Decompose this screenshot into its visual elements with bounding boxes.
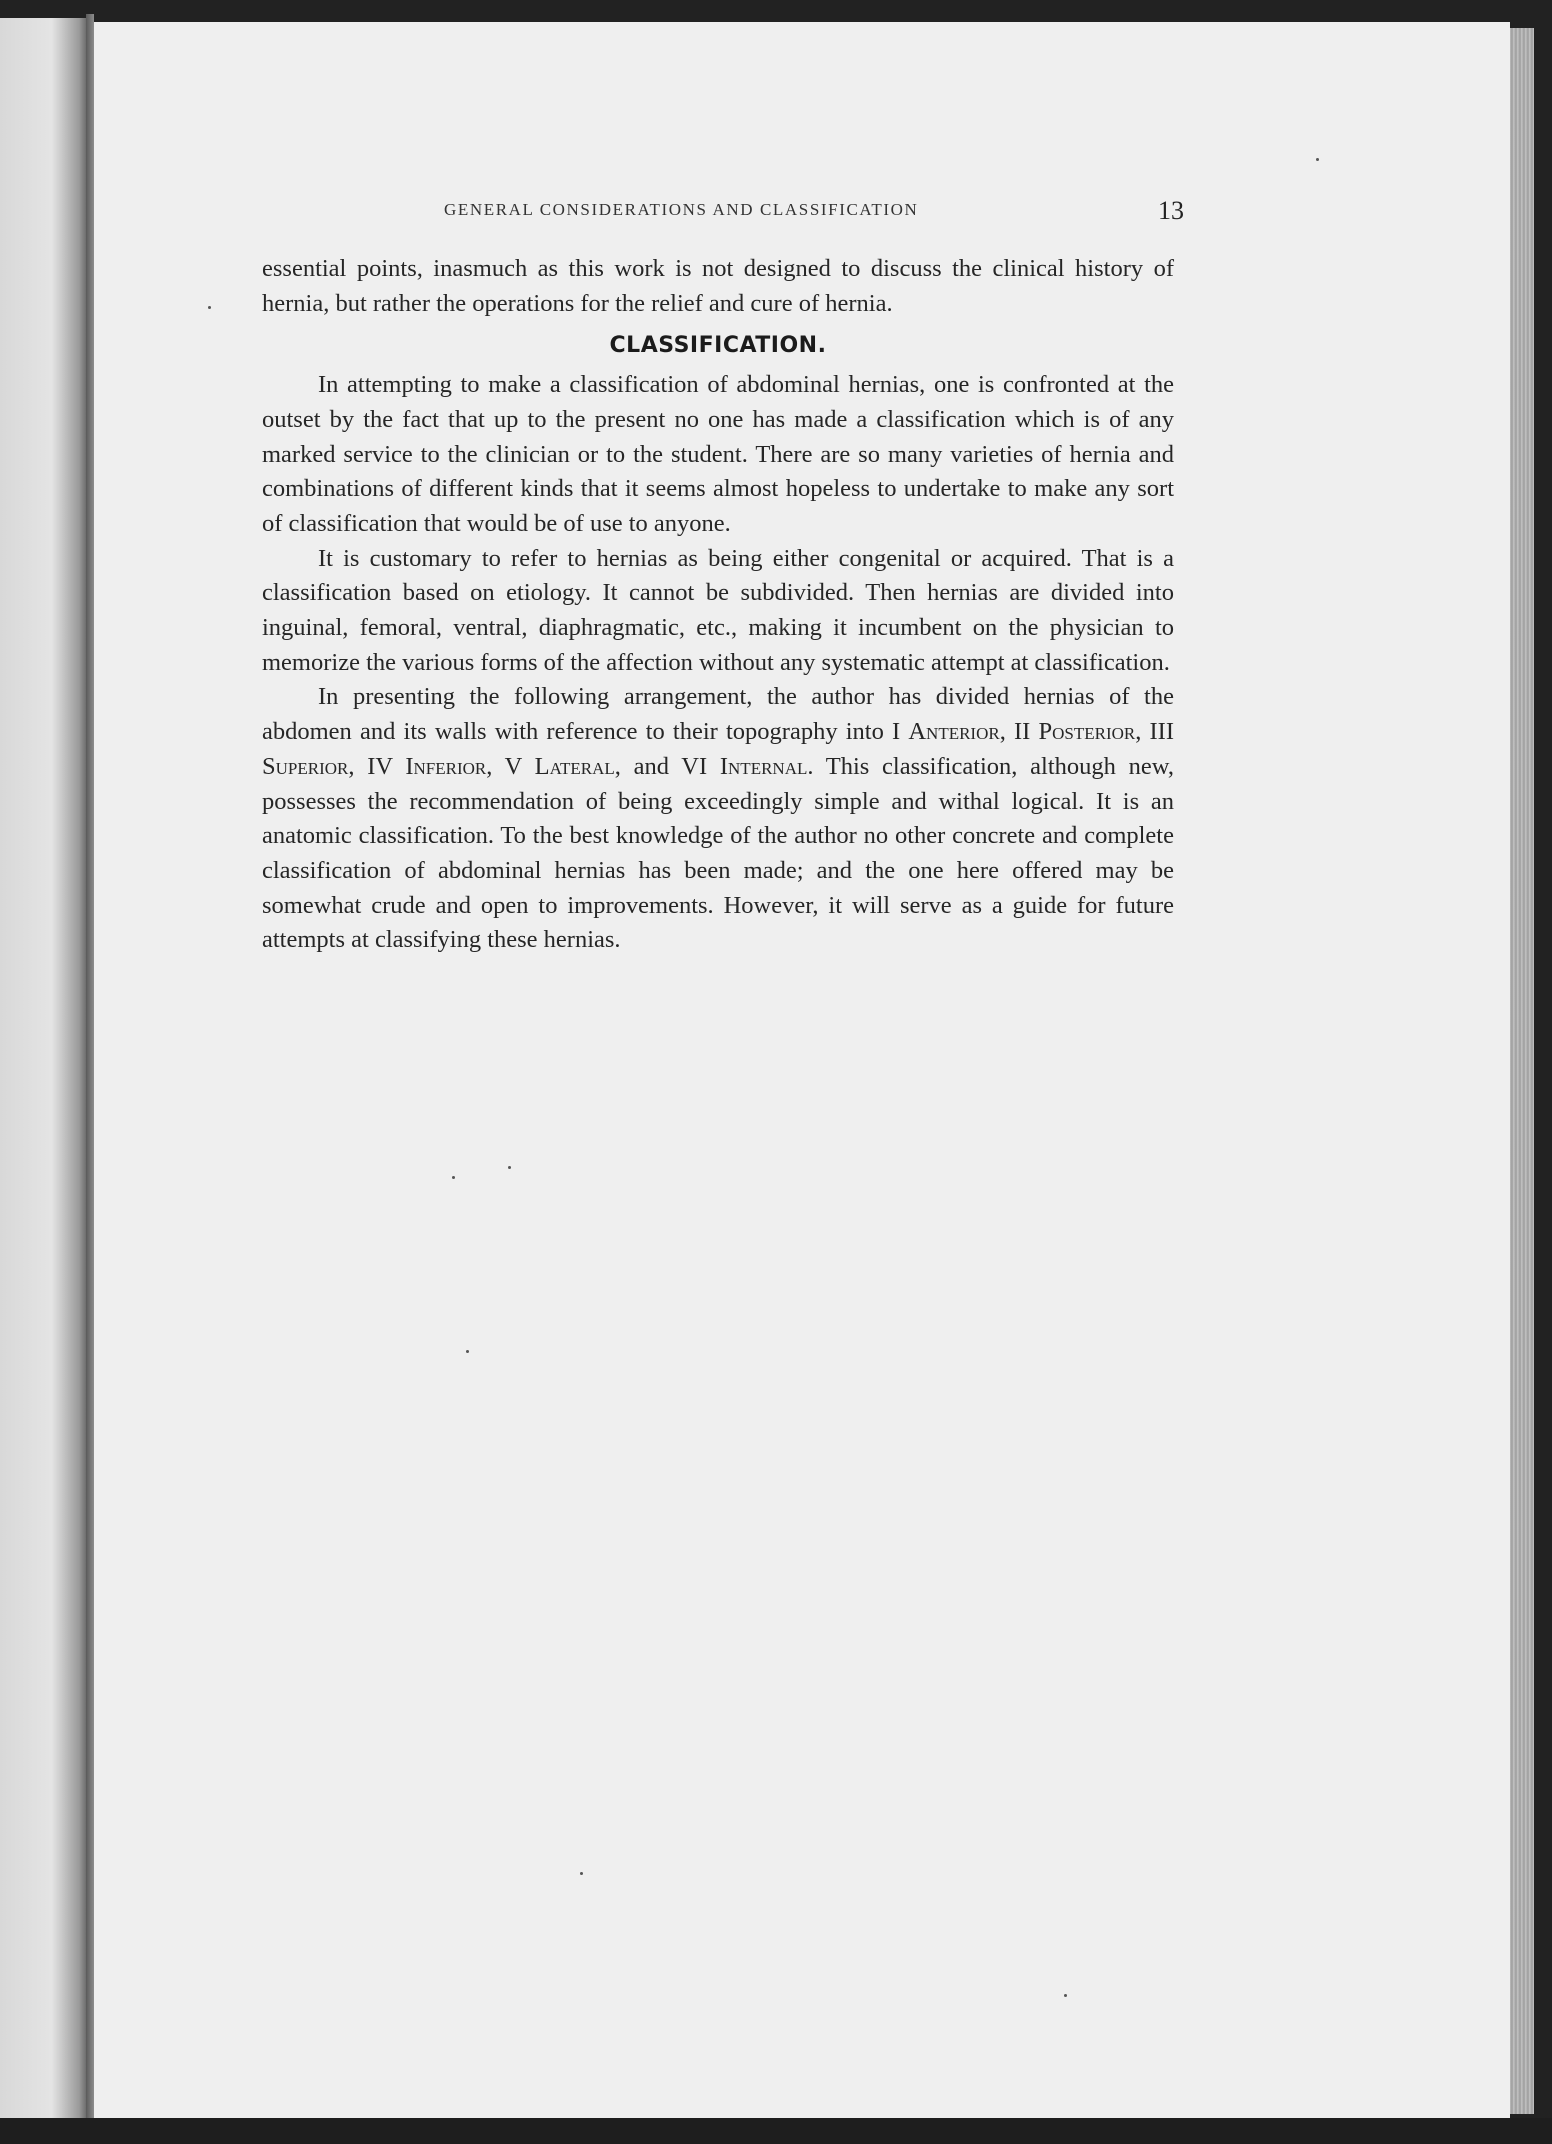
separator: , and VI: [614, 752, 720, 780]
scan-bottom-border: [0, 2118, 1552, 2144]
paragraph-3: [262, 680, 1174, 958]
separator: , V: [486, 752, 535, 780]
section-heading: CLASSIFICATION.: [609, 333, 827, 359]
category-internal: Internal: [719, 752, 808, 780]
paper-speck: [580, 1872, 583, 1875]
paragraph-1: In attempting to make a classification of abdominal hernias, one is confronted at the outset by the fact that up to the present no one has made a classification which is of any marked service to the clinician or to the student. There are so many varieties of hernia and combinations of different kinds that it seems almost hopeless to undertake to make any sort of classification that would be of use to anyone.: [262, 371, 1174, 537]
running-title: GENERAL CONSIDERATIONS AND CLASSIFICATION: [444, 200, 919, 219]
paper-speck: [508, 1166, 511, 1169]
paper-speck: [466, 1350, 469, 1353]
category-inferior: Inferior: [405, 752, 487, 780]
running-head: [264, 196, 1184, 236]
separator: , II: [999, 718, 1039, 746]
paper-speck: [208, 306, 211, 309]
facing-page-edge: [0, 18, 86, 2118]
paragraph-3-tail: . This classification, although new, possesses the recommendation of being exceedingly simple and withal logical. It is an anatomic classification. To the best knowledge of the author no other concrete and complete classification of abdominal hernias has been made; and the one here offered may be somewhat crude and open to improvements. However, it will serve as a guide for future attempts at classifying these hernias.: [262, 752, 1174, 954]
page-number: 13: [1158, 196, 1184, 225]
category-posterior: Posterior: [1038, 718, 1136, 746]
body-text: [262, 252, 1174, 958]
paper-speck: [1064, 1994, 1067, 1997]
category-superior: Superior: [262, 752, 349, 780]
separator: , IV: [348, 752, 406, 780]
book-gutter: [86, 14, 94, 2124]
separator: , III: [1135, 718, 1175, 746]
page-stack-edge: [1510, 28, 1534, 2114]
paragraph-3-lead: In presenting the following arrangement, the author has divided hernias of the abdomen and its walls with reference to their topography into I: [262, 683, 1174, 746]
paper-speck: [452, 1176, 455, 1179]
paragraph-2: It is customary to refer to hernias as being either congenital or acquired. That is a classification based on etiology. It cannot be subdivided. Then hernias are divided into inguinal, femoral, ventral, diaphragmatic, etc., making it incumbent on the physician to memorize the various forms of the affection without any systematic attempt at classification.: [262, 544, 1174, 676]
paper-speck: [1316, 158, 1319, 161]
intro-paragraph: essential points, inasmuch as this work is not designed to discuss the clinical history of hernia, but rather the operations for the relief and cure of hernia.: [262, 255, 1174, 317]
category-anterior: Anterior: [908, 718, 1000, 746]
category-lateral: Lateral: [534, 752, 615, 780]
